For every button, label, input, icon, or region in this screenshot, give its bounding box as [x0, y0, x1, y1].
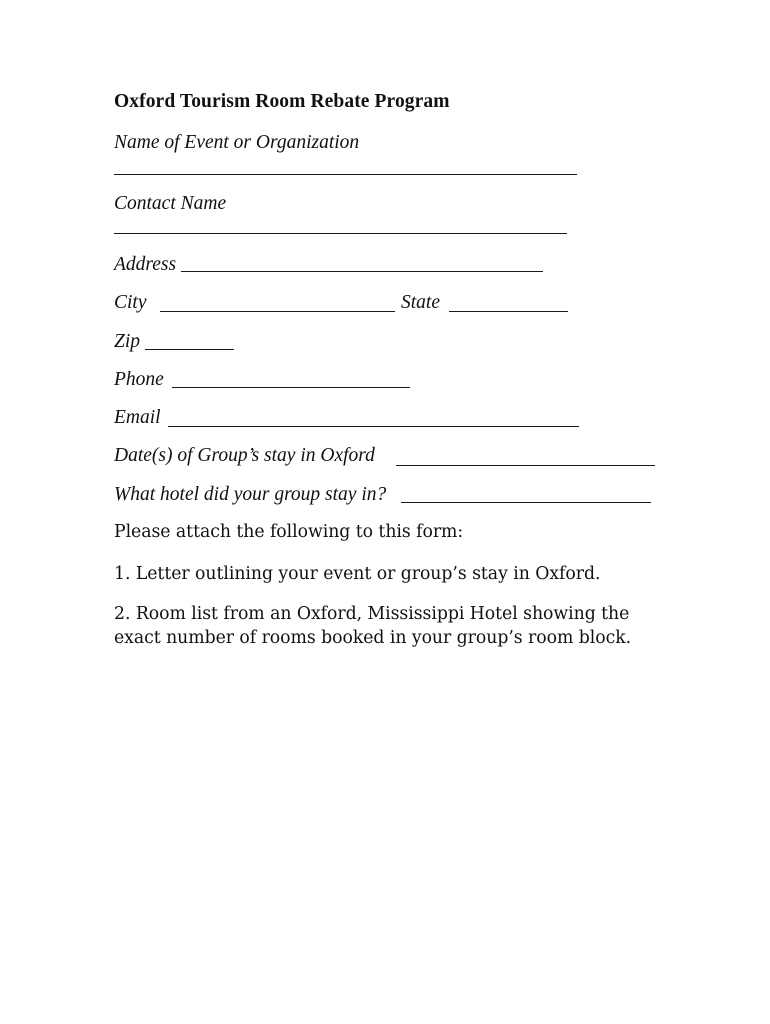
- contact-name-label: Contact Name: [114, 193, 227, 214]
- state-label: State: [401, 292, 440, 313]
- phone-field[interactable]: [172, 387, 410, 388]
- state-field[interactable]: [449, 311, 568, 312]
- attachment-item-1: 1. Letter outlining your event or group’s stay in Oxford.: [114, 564, 601, 584]
- contact-name-field[interactable]: [114, 233, 567, 234]
- address-field[interactable]: [181, 271, 543, 272]
- event-name-label: Name of Event or Organization: [114, 132, 360, 153]
- attachment-item-2-line-2: exact number of rooms booked in your group’s room block.: [114, 628, 632, 648]
- attachment-item-2-line-1: 2. Room list from an Oxford, Mississippi Hotel showing the: [114, 604, 630, 624]
- address-label: Address: [114, 254, 177, 275]
- zip-label: Zip: [114, 331, 141, 352]
- email-field[interactable]: [168, 426, 579, 427]
- dates-of-stay-label: Date(s) of Group’s stay in Oxford: [114, 445, 375, 466]
- form-title: Oxford Tourism Room Rebate Program: [114, 91, 450, 112]
- city-label: City: [114, 292, 147, 313]
- hotel-label: What hotel did your group stay in?: [114, 484, 387, 505]
- zip-field[interactable]: [145, 349, 234, 350]
- email-label: Email: [114, 407, 161, 428]
- attach-instructions: Please attach the following to this form:: [114, 522, 464, 542]
- event-name-field[interactable]: [114, 174, 577, 175]
- phone-label: Phone: [114, 369, 164, 390]
- hotel-field[interactable]: [401, 502, 651, 503]
- city-field[interactable]: [160, 311, 395, 312]
- dates-of-stay-field[interactable]: [396, 465, 655, 466]
